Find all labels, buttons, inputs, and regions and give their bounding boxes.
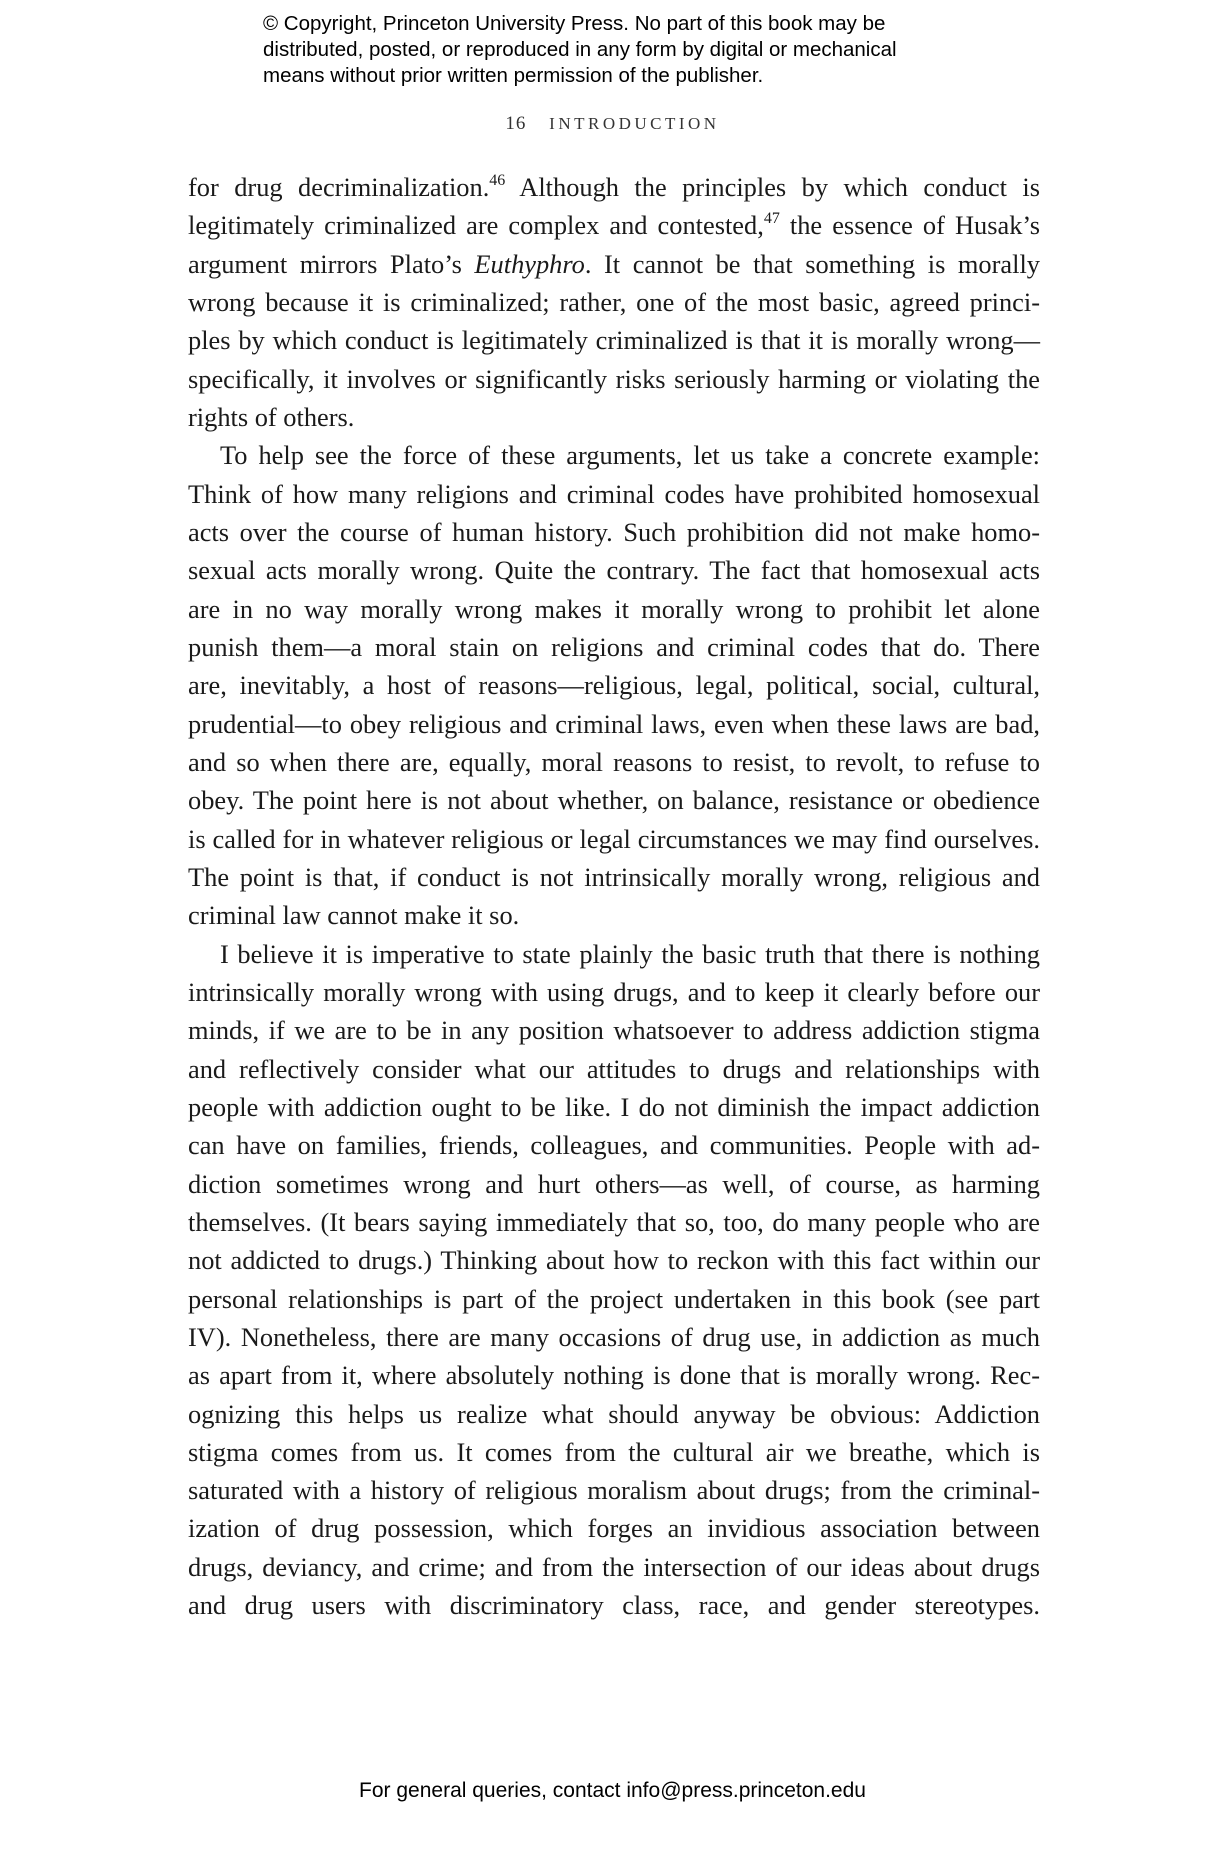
- text-segment: saturated with a history of religious moralism about drugs; from the criminal-: [188, 1475, 1040, 1506]
- footnote-ref: 46: [489, 172, 506, 189]
- text-line: [188, 168, 1040, 206]
- text-segment: drugs, deviancy, and crime; and from the intersection of our ideas about drugs: [188, 1551, 1040, 1582]
- text-segment: not addicted to drugs.) Thinking about how to reckon with this fact within our: [188, 1245, 1040, 1276]
- text-segment: prudential—to obey religious and criminal laws, even when these laws are bad,: [188, 708, 1040, 739]
- text-segment: themselves. (It bears saying immediately that so, too, do many people who are: [188, 1206, 1040, 1237]
- text-line: [188, 820, 1040, 858]
- text-line: [188, 935, 1040, 973]
- text-segment: personal relationships is part of the project undertaken in this book (see part: [188, 1283, 1040, 1314]
- text-line: [188, 743, 1040, 781]
- text-segment: sexual acts morally wrong. Quite the contrary. The fact that homosexual acts: [188, 555, 1040, 586]
- text-segment: the essence of Husak’s: [779, 210, 1040, 241]
- text-segment: as apart from it, where absolutely nothing is done that is morally wrong. Rec-: [188, 1360, 1040, 1391]
- text-segment: can have on families, friends, colleagues, and communities. People with ad-: [188, 1130, 1040, 1161]
- body-text: [188, 168, 1040, 1624]
- text-segment: and so when there are, equally, moral reasons to resist, to revolt, to refuse to: [188, 746, 1040, 777]
- text-segment: is called for in whatever religious or legal circumstances we may find ourselves.: [188, 823, 1040, 854]
- text-line: [188, 896, 1040, 934]
- text-line: [188, 781, 1040, 819]
- text-segment: legitimately criminalized are complex and contested,: [188, 210, 764, 241]
- text-line: [188, 1050, 1040, 1088]
- text-segment: are in no way morally wrong makes it morally wrong to prohibit let alone: [188, 593, 1040, 624]
- text-segment: punish them—a moral stain on religions and criminal codes that do. There: [188, 631, 1040, 662]
- chapter-title: INTRODUCTION: [549, 114, 720, 133]
- text-segment: Think of how many religions and criminal codes have prohibited homosexual: [188, 478, 1040, 509]
- text-line: [188, 551, 1040, 589]
- text-line: [188, 283, 1040, 321]
- text-line: [188, 1241, 1040, 1279]
- text-line: [188, 590, 1040, 628]
- text-line: [188, 436, 1040, 474]
- text-line: [188, 705, 1040, 743]
- copyright-notice: [263, 11, 963, 89]
- text-segment: Although the principles by which conduct is: [505, 172, 1040, 202]
- text-line: [188, 1356, 1040, 1394]
- text-line: [188, 1126, 1040, 1164]
- text-segment: To help see the force of these arguments, let us take a concrete example:: [220, 440, 1040, 471]
- text-segment: The point is that, if conduct is not intrinsically morally wrong, religious and: [188, 861, 1040, 892]
- text-line: [188, 1586, 1040, 1624]
- italic-title: Euthyphro: [474, 248, 585, 279]
- running-head: [0, 113, 1225, 135]
- text-segment: argument mirrors Plato’s: [188, 248, 475, 279]
- text-line: [188, 666, 1040, 704]
- text-line: [188, 475, 1040, 513]
- text-line: [188, 360, 1040, 398]
- text-line: [188, 398, 1040, 436]
- text-segment: and drug users with discriminatory class, race, and gender stereotypes.: [188, 1590, 1040, 1621]
- text-line: [188, 628, 1040, 666]
- text-line: [188, 973, 1040, 1011]
- copyright-line: means without prior written permission of the publisher.: [263, 64, 764, 87]
- text-segment: I believe it is imperative to state plainly the basic truth that there is nothing: [220, 938, 1040, 969]
- text-segment: diction sometimes wrong and hurt others—as well, of course, as harming: [188, 1168, 1040, 1199]
- text-segment: . It cannot be that something is morally: [584, 248, 1040, 279]
- text-line: [188, 1471, 1040, 1509]
- text-line: [188, 1395, 1040, 1433]
- text-segment: are, inevitably, a host of reasons—religious, legal, political, social, cultural,: [188, 670, 1040, 701]
- text-segment: ization of drug possession, which forges an invidious association between: [188, 1513, 1040, 1544]
- text-segment: rights of others.: [188, 401, 355, 432]
- text-line: [188, 1203, 1040, 1241]
- text-line: [188, 513, 1040, 551]
- text-segment: specifically, it involves or significantly risks seriously harming or violating the: [188, 363, 1040, 394]
- text-line: [188, 1165, 1040, 1203]
- text-segment: and reflectively consider what our attitudes to drugs and relationships with: [188, 1053, 1040, 1084]
- text-line: [188, 1548, 1040, 1586]
- text-segment: criminal law cannot make it so.: [188, 900, 520, 931]
- text-line: [188, 1088, 1040, 1126]
- text-line: [188, 1509, 1040, 1547]
- copyright-line: © Copyright, Princeton University Press. No part of this book may be: [263, 12, 886, 35]
- text-line: [188, 245, 1040, 283]
- text-line: [188, 1318, 1040, 1356]
- page-number: 16: [505, 113, 527, 134]
- text-segment: ognizing this helps us realize what should anyway be obvious: Addiction: [188, 1398, 1040, 1429]
- text-segment: stigma comes from us. It comes from the cultural air we breathe, which is: [188, 1436, 1040, 1467]
- text-line: [188, 206, 1040, 244]
- text-line: [188, 1011, 1040, 1049]
- text-line: [188, 858, 1040, 896]
- text-segment: wrong because it is criminalized; rather, one of the most basic, agreed princi-: [188, 286, 1040, 317]
- footnote-ref: 47: [763, 210, 780, 228]
- copyright-line: distributed, posted, or reproduced in any form by digital or mechanical: [263, 38, 897, 61]
- text-segment: for drug decriminalization.: [188, 172, 490, 202]
- text-segment: obey. The point here is not about whether, on balance, resistance or obedience: [188, 785, 1040, 816]
- footer-contact: For general queries, contact info@press.princeton.edu: [359, 1779, 866, 1802]
- text-segment: acts over the course of human history. Such prohibition did not make homo-: [188, 516, 1040, 547]
- text-line: [188, 321, 1040, 359]
- text-line: [188, 1280, 1040, 1318]
- text-segment: IV). Nonetheless, there are many occasions of drug use, in addiction as much: [188, 1321, 1040, 1352]
- text-segment: minds, if we are to be in any position whatsoever to address addiction stigma: [188, 1015, 1040, 1046]
- text-segment: people with addiction ought to be like. I do not diminish the impact addiction: [188, 1091, 1040, 1122]
- text-line: [188, 1433, 1040, 1471]
- text-segment: ples by which conduct is legitimately criminalized is that it is morally wrong—: [188, 325, 1040, 356]
- text-segment: intrinsically morally wrong with using drugs, and to keep it clearly before our: [188, 976, 1040, 1007]
